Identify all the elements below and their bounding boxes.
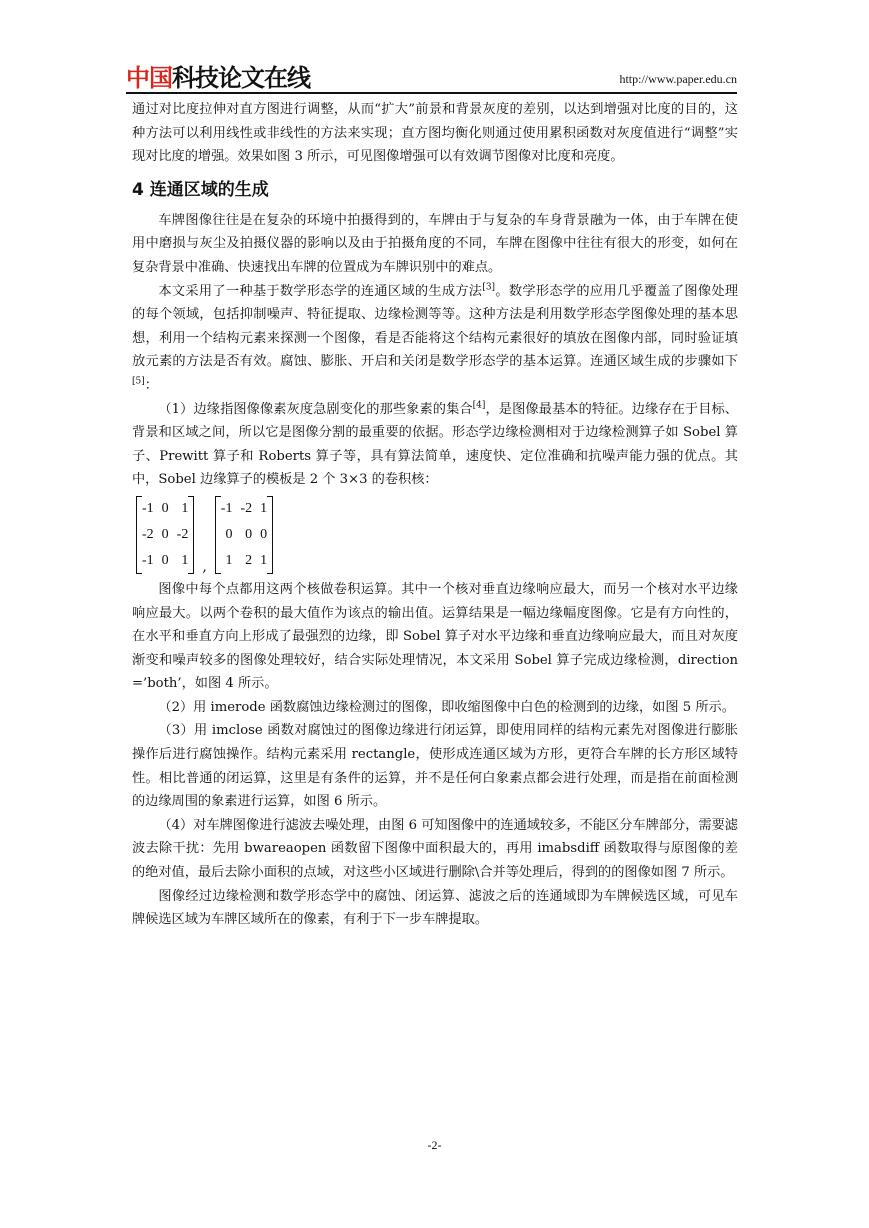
paragraph-2-text-c: ： [144,377,158,393]
matrix-cell: -1 [220,500,233,516]
sobel-kernel-y [215,496,273,574]
paragraph-3-text-a: （1）边缘指图像像素灰度急剧变化的那些象素的集合 [158,401,473,417]
sobel-kernels [136,496,738,574]
paragraph-2-text-a: 本文采用了一种基于数学形态学的连通区域的生成方法 [158,283,483,299]
matrix-cell: -2 [176,526,189,542]
matrix-cell: 0 [161,552,169,568]
paragraph-2-text-b: 。数学形态学的应用几乎覆盖了图像处理的每个领域，包括抑制噪声、特征提取、边缘检测等等。这种方法是利用数学形态学图像处理的基本思想，利用一个结构元素来探测一个图像，看是否能将这个结构元素很好的填放在图像内部，同时验证填放元素的方法是否有效。腐蚀、膨胀、开启和关闭是数学形态学的基本运算。连通区域生成的步骤如下 [132,283,739,370]
matrix-cell: 1 [260,500,268,516]
matrix-cell: 0 [225,526,233,542]
page-number: -2- [427,1138,442,1152]
paragraph-4: 图像中每个点都用这两个核做卷积运算。其中一个核对垂直边缘响应最大，而另一个核对水平边缘响应最大。以两个卷积的最大值作为该点的输出值。运算结果是一幅边缘幅度图像。它是有方向性的，在水平和垂直方向上形成了最强烈的边缘，即 Sobel 算子对水平边缘和垂直边缘响应最大，而且对灰度渐变和噪声较多的图像处理较好，结合实际处理情况，本文采用 Sobel 算子完成边缘检测，direction=’both’，如图 4 所示。 [132,581,738,692]
matrix-cell: -1 [142,552,154,568]
matrix-cell: 1 [181,500,189,516]
logo-black-text: 科技论文在线 [172,64,310,92]
matrix-cell: -2 [240,500,253,516]
paragraph-3-text-b: ，是图像最基本的特征。边缘存在于目标、背景和区域之间，所以它是图像分割的最重要的依据。形态学边缘检测相对于边缘检测算子如 Sobel 算子、Prewitt 算子和 Roberts 算子等，具有算法简单，速度快、定位准确和抗噪声能力强的优点。其中，Sobel 边缘算子的模板是 2 个 3×3 的卷积核： [132,401,738,488]
citation-5: [5] [132,376,145,387]
matrix-separator: , [202,558,207,575]
citation-3: [3] [482,282,496,293]
site-logo [126,64,310,92]
intro-paragraph: 通过对比度拉伸对直方图进行调整，从而“扩大”前景和背景灰度的差别，以达到增强对比度的目的，这种方法可以利用线性或非线性的方法来实现；直方图均衡化则通过使用累积函数对灰度值进行“调整”实现对比度的增强。效果如图 3 所示，可见图像增强可以有效调节图像对比度和亮度。 [132,102,738,165]
matrix-cell: 0 [245,526,253,542]
paragraph-3 [132,398,738,492]
header-divider [126,92,737,94]
paragraph-1: 车牌图像往往是在复杂的环境中拍摄得到的，车牌由于与复杂的车身背景融为一体，由于车牌在使用中磨损与灰尘及拍摄仪器的影响以及由于拍摄角度的不同，车牌在图像中往往有很大的形变，如何在复杂背景中准确、快速找出车牌的位置成为车牌识别中的难点。 [132,212,738,275]
matrix-cell: -1 [142,500,154,516]
matrix-cell: -2 [142,526,154,542]
citation-4: [4] [472,400,486,411]
matrix-cell: 1 [260,552,268,568]
paragraph-2 [132,280,738,398]
matrix-cell: 0 [260,526,268,542]
matrix-cell: 1 [225,552,233,568]
paragraph-5: （2）用 imerode 函数腐蚀边缘检测过的图像，即收缩图像中白色的检测到的边缘，如图 5 所示。 [158,699,735,715]
logo-red-text: 中国 [126,64,172,92]
paragraph-8: 图像经过边缘检测和数学形态学中的腐蚀、闭运算、滤波之后的连通域即为车牌候选区域，可见车牌候选区域为车牌区域所在的像素，有利于下一步车牌提取。 [132,888,738,928]
matrix-cell: 0 [161,500,169,516]
paragraph-7: （4）对车牌图像进行滤波去噪处理，由图 6 可知图像中的连通域较多，不能区分车牌部分，需要滤波去除干扰：先用 bwareaopen 函数留下图像中面积最大的，再用 imabsdiff 函数取得与原图像的差的绝对值，最后去除小面积的点域，对这些小区域进行删除\合并等处理后，得到的的图像如图 7 所示。 [132,817,738,881]
header-url[interactable]: http://www.paper.edu.cn [619,72,737,86]
page-content [132,98,738,932]
matrix-cell: 0 [161,526,169,542]
paragraph-6: （3）用 imclose 函数对腐蚀过的图像边缘进行闭运算，即使用同样的结构元素先对图像进行膨胀操作后进行腐蚀操作。结构元素采用 rectangle，使形成连通区域为方形，更符合车牌的长方形区域特性。相比普通的闭运算，这里是有条件的运算，并不是任何白象素点都会进行处理，而是指在前面检测的边缘周围的象素进行运算，如图 6 所示。 [132,723,738,810]
section-heading: 4 连通区域的生成 [132,179,269,200]
matrix-cell: 2 [245,552,253,568]
sobel-kernel-x [136,496,194,574]
matrix-cell: 1 [181,552,189,568]
